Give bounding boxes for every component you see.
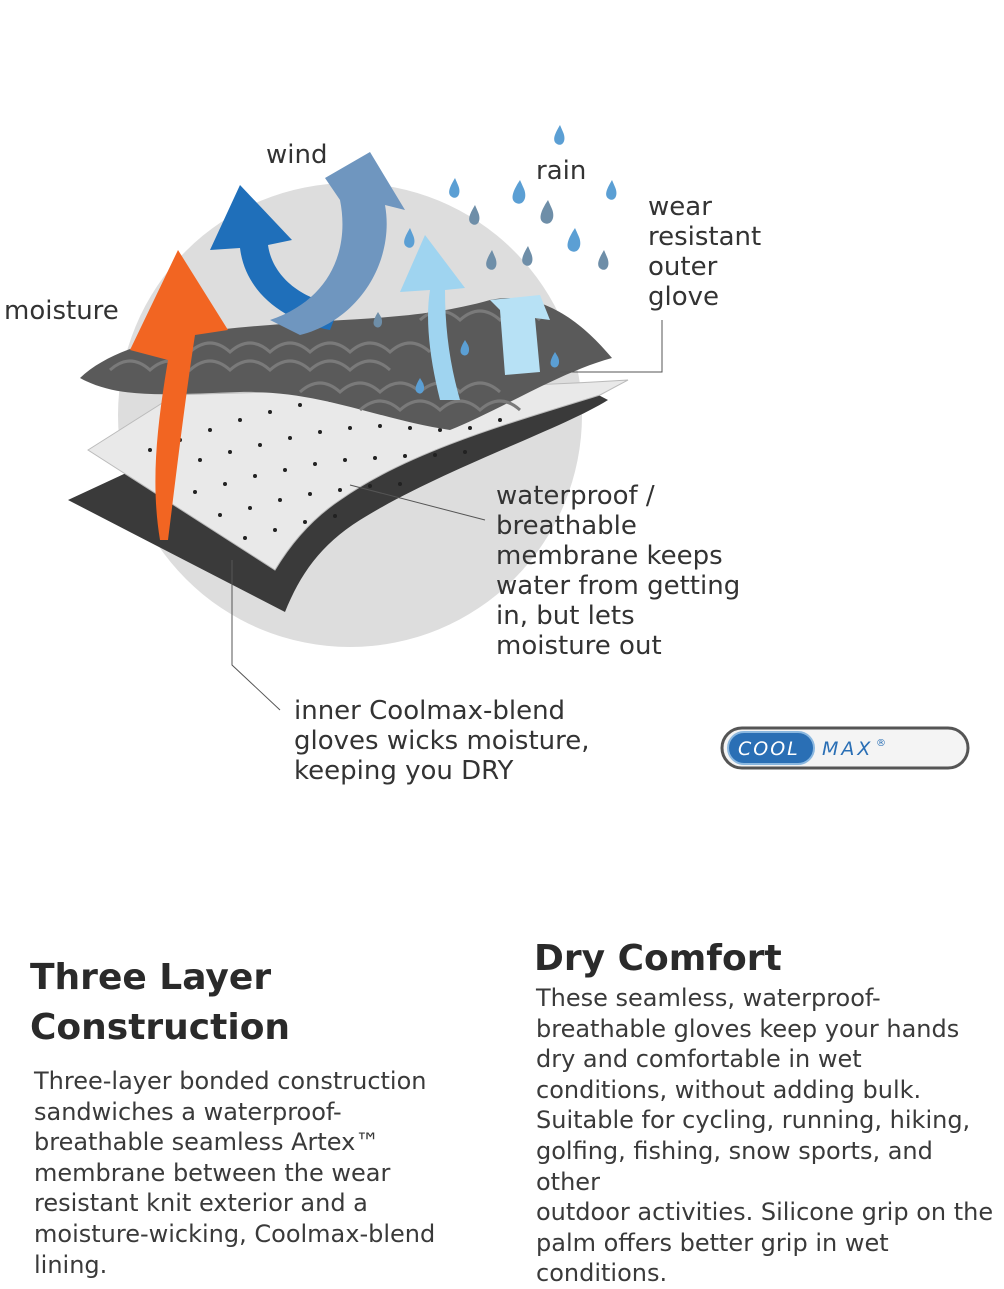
- rain-label: rain: [536, 156, 587, 186]
- outer-glove-label: wear resistant outer glove: [648, 192, 762, 312]
- three-layer-title: Three Layer Construction: [30, 957, 291, 1048]
- coolmax-logo-part2: MAX: [822, 738, 874, 760]
- coolmax-registered-mark: ®: [876, 738, 886, 749]
- dry-comfort-title: Dry Comfort: [534, 938, 782, 979]
- wind-label: wind: [266, 140, 328, 170]
- dry-comfort-body: These seamless, waterproof- breathable gloves keep your hands dry and comfortable in wet conditions, without adding bulk. Suitable for cycling, running, hiking, golfing, fishing, snow sports, and other outdoor activities. Silicone grip on the palm offers better grip in wet conditions.: [536, 984, 994, 1288]
- membrane-label: waterproof / breathable membrane keeps water from getting in, but lets moisture out: [496, 481, 741, 661]
- inner-glove-label: inner Coolmax-blend gloves wicks moisture, keeping you DRY: [294, 696, 590, 786]
- coolmax-logo: [720, 724, 972, 772]
- three-layer-body: Three-layer bonded construction sandwiches a waterproof- breathable seamless Artex™ membrane between the wear resistant knit exterior and a moisture-wicking, Coolmax-blend lining.: [34, 1067, 436, 1279]
- moisture-label: moisture: [4, 296, 119, 326]
- coolmax-logo-part1: COOL: [738, 738, 800, 760]
